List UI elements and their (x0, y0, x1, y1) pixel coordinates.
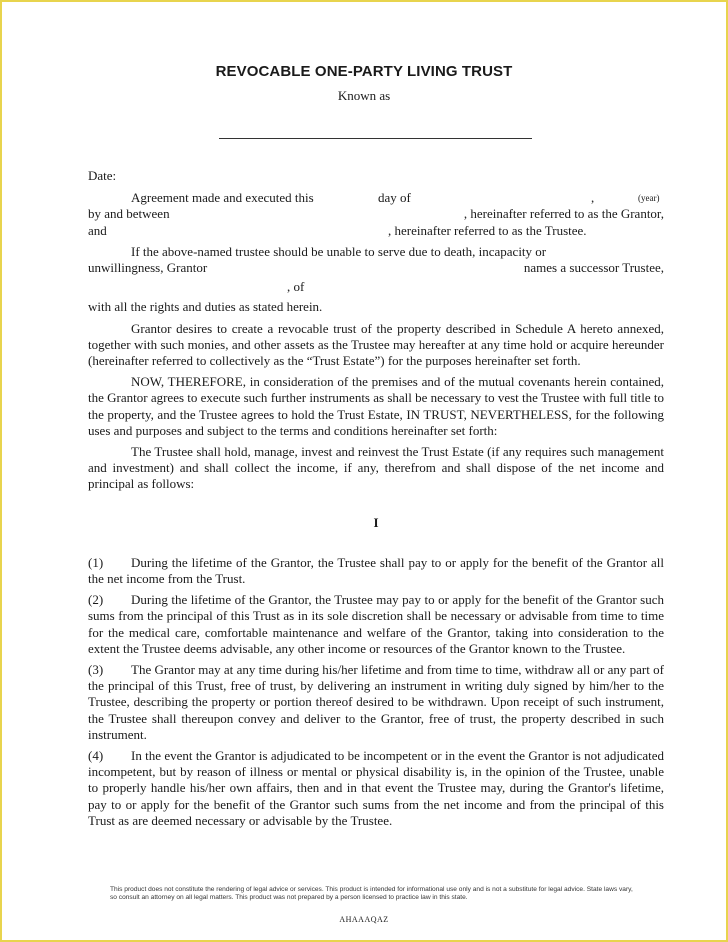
section-heading-i: I (373, 514, 379, 530)
trustee-shall-hold-paragraph: The Trustee shall hold, manage, invest and reinvest the Trust Estate (if any requires such management and investment) and shall collect the income, if any, therefrom and shall dispose of the net income and principal as follows: (88, 443, 664, 492)
year-label: (year) (638, 193, 660, 204)
by-and-between-text: by and between (88, 206, 170, 222)
clause-4 (88, 748, 664, 829)
clause-3-number: (3) (88, 661, 104, 677)
document-body (88, 168, 664, 829)
grantor-desires-paragraph: Grantor desires to create a revocable trust of the property described in Schedule A hereto annexed, together with such monies, and other assets as the Trustee may hereafter at any time hold or acquire hereunder (hereinafter referred to collectively as the “Trust Estate”) for the purposes hereinafter set forth. (88, 320, 664, 368)
grantor-reference-text: , hereinafter referred to as the Grantor, (463, 206, 664, 222)
agreement-made-text: Agreement made and executed this (131, 190, 314, 206)
day-of-text: day of (378, 190, 411, 206)
date-row (88, 168, 664, 184)
now-therefore-paragraph: NOW, THEREFORE, in consideration of the premises and of the mutual covenants herein contained, the Grantor agrees to execute such further instruments as shall be necessary to vest the Trustee with full title to the property, and the Trustee agrees to hold the Trust Estate, IN TRUST, NEVERTHELESS, for the following uses and purposes and subject to the terms and conditions hereinafter set forth: (88, 374, 664, 438)
successor-line-1: If the above-named trustee should be unable to serve due to death, incapacity or (131, 243, 547, 259)
clause-2 (88, 592, 664, 657)
and-text: and (88, 222, 107, 238)
agreement-row-3 (88, 223, 664, 239)
trust-name-blank-line (219, 138, 532, 139)
date-label: Date: (88, 168, 117, 183)
comma-text: , (591, 190, 595, 206)
trustee-reference-text: , hereinafter referred to as the Trustee. (388, 222, 587, 238)
successor-row-2 (88, 260, 664, 276)
agreement-row-2 (88, 206, 664, 222)
legal-disclaimer-footer: This product does not constitute the rendering of legal advice or services. This product is intended for informational use only and is not a substitute for legal advice. State laws vary, so consult an attorney on all legal matters. This product was not prepared by a person licensed to practice law in this state. (110, 886, 633, 901)
document-code: AHAAAQAZ (339, 915, 389, 924)
successor-names-text: names a successor Trustee, (523, 259, 664, 275)
clause-1 (88, 555, 664, 587)
clause-1-text: During the lifetime of the Grantor, the Trustee shall pay to or apply for the benefit of the Grantor all the net income from the Trust. (88, 554, 664, 586)
successor-grantor-text: unwillingness, Grantor (88, 259, 208, 275)
clause-1-number: (1) (88, 554, 104, 570)
clause-3-text: The Grantor may at any time during his/her lifetime and from time to time, withdraw all or any part of the principal of this Trust, free of trust, by delivering an instrument in writing duly signed by him/her to the Trustee, describing the property or portion thereof desired to be withdrawn. Upon receipt of such instrument, the Trustee shall thereupon convey and deliver to the Grantor, free of trust, the property described in such instrument. (88, 661, 664, 742)
clause-2-text: During the lifetime of the Grantor, the Trustee may pay to or apply for the benefit of the Grantor such sums from the principal of this Trust as in its sole discretion shall be necessary or advisable from time to time for the medical care, comfortable maintenance and welfare of the Grantor, taking into consideration to the extent the Trustee deems advisable, any other income or resources of the Grantor known to the Trustee. (88, 592, 664, 656)
known-as-label: Known as (337, 88, 391, 103)
clause-4-number: (4) (88, 747, 104, 763)
clause-2-number: (2) (88, 592, 104, 608)
document-title: REVOCABLE ONE-PARTY LIVING TRUST (215, 63, 513, 80)
agreement-row-1 (88, 190, 664, 206)
clause-4-text: In the event the Grantor is adjudicated to be incompetent or in the event the Grantor is not adjudicated incompetent, but by reason of illness or mental or physical disability is, in the opinion of the Trustee, unable to properly handle his/her own affairs, then and in that event the Trustee may, during the Grantor's lifetime, pay to or apply for the benefit of the Grantor such sums from the net income and from the principal of this Trust as are deemed necessary or advisable by the Trustee. (88, 747, 664, 828)
clause-3 (88, 662, 664, 743)
successor-row-3 (88, 279, 664, 295)
rights-duties-text: with all the rights and duties as stated herein. (88, 299, 323, 315)
successor-row-4 (88, 299, 664, 315)
successor-of-text: , of (287, 279, 305, 295)
